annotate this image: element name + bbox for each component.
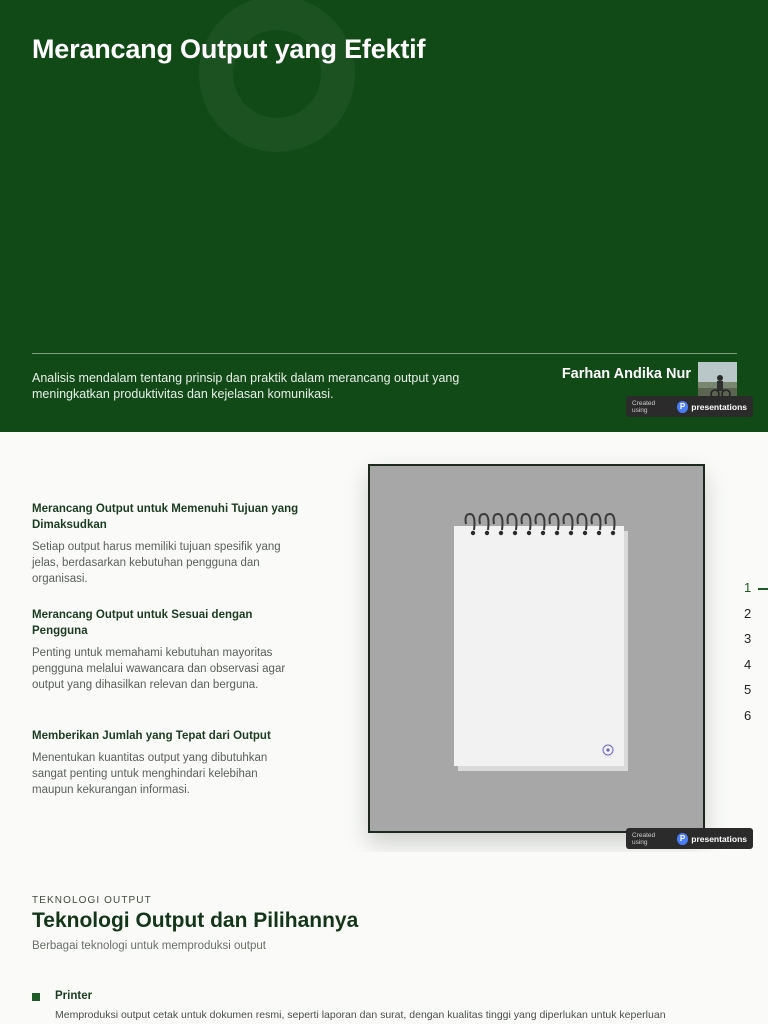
list-item — [32, 607, 300, 689]
section-subtitle: Berbagai teknologi untuk memproduksi output — [32, 940, 266, 952]
active-indicator — [758, 588, 768, 590]
list-item — [32, 728, 300, 796]
item-body: Menentukan kuantitas output yang dibutuhkan sangat penting untuk menghindari kelebihan maupun kekurangan informasi. — [32, 752, 268, 796]
item-title: Printer — [55, 990, 93, 1002]
nav-item-6[interactable]: 6 — [744, 707, 752, 723]
notebook-photo — [368, 464, 705, 833]
author-name: Farhan Andika Nur — [561, 366, 691, 382]
nav-item-4[interactable]: 4 — [744, 656, 752, 672]
badge-brand: presentations — [691, 401, 747, 412]
notebook-image-icon — [370, 466, 703, 831]
divider — [32, 353, 737, 354]
section-title: Teknologi Output dan Pilihannya — [32, 909, 359, 932]
presentation-description: Analisis mendalam tentang prinsip dan praktik dalam merancang output yang meningkatkan produktivitas dan kejelasan komunikasi. — [32, 371, 460, 401]
slide-navigation — [736, 580, 768, 734]
bullet-square-icon — [32, 993, 40, 1001]
section-label: TEKNOLOGI OUTPUT — [32, 895, 152, 906]
item-title: Memberikan Jumlah yang Tepat dari Output — [32, 730, 271, 742]
item-body: Memproduksi output cetak untuk dokumen resmi, seperti laporan dan surat, dengan kualitas tinggi yang diperlukan untuk keperluan — [55, 1009, 666, 1021]
presentations-logo-icon: P — [677, 401, 688, 413]
created-using-badge[interactable] — [626, 396, 753, 417]
nav-item-3[interactable]: 3 — [744, 631, 752, 647]
item-body: Penting untuk memahami kebutuhan mayoritas pengguna melalui wawancara dan observasi agar output yang dihasilkan relevan dan berguna. — [32, 647, 286, 691]
item-title: Merancang Output untuk Sesuai dengan Pengguna — [32, 609, 253, 637]
badge-prefix: Created using — [632, 399, 656, 414]
title-slide — [0, 0, 768, 432]
list-item — [32, 501, 300, 585]
badge-brand: presentations — [691, 833, 747, 844]
decorative-ring — [199, 0, 355, 152]
technology-slide — [0, 852, 768, 1024]
presentation-title: Merancang Output yang Efektif — [32, 34, 426, 64]
item-body: Setiap output harus memiliki tujuan spesifik yang jelas, berdasarkan kebutuhan pengguna dan organisasi. — [32, 541, 281, 585]
item-title: Merancang Output untuk Memenuhi Tujuan yang Dimaksudkan — [32, 503, 299, 531]
presentations-logo-icon: P — [677, 833, 688, 845]
nav-item-2[interactable]: 2 — [744, 605, 752, 621]
nav-item-5[interactable]: 5 — [744, 682, 752, 698]
badge-prefix: Created using — [632, 831, 656, 846]
created-using-badge[interactable] — [626, 828, 753, 849]
content-slide — [0, 432, 768, 852]
nav-item-1[interactable]: 1 — [736, 580, 768, 606]
